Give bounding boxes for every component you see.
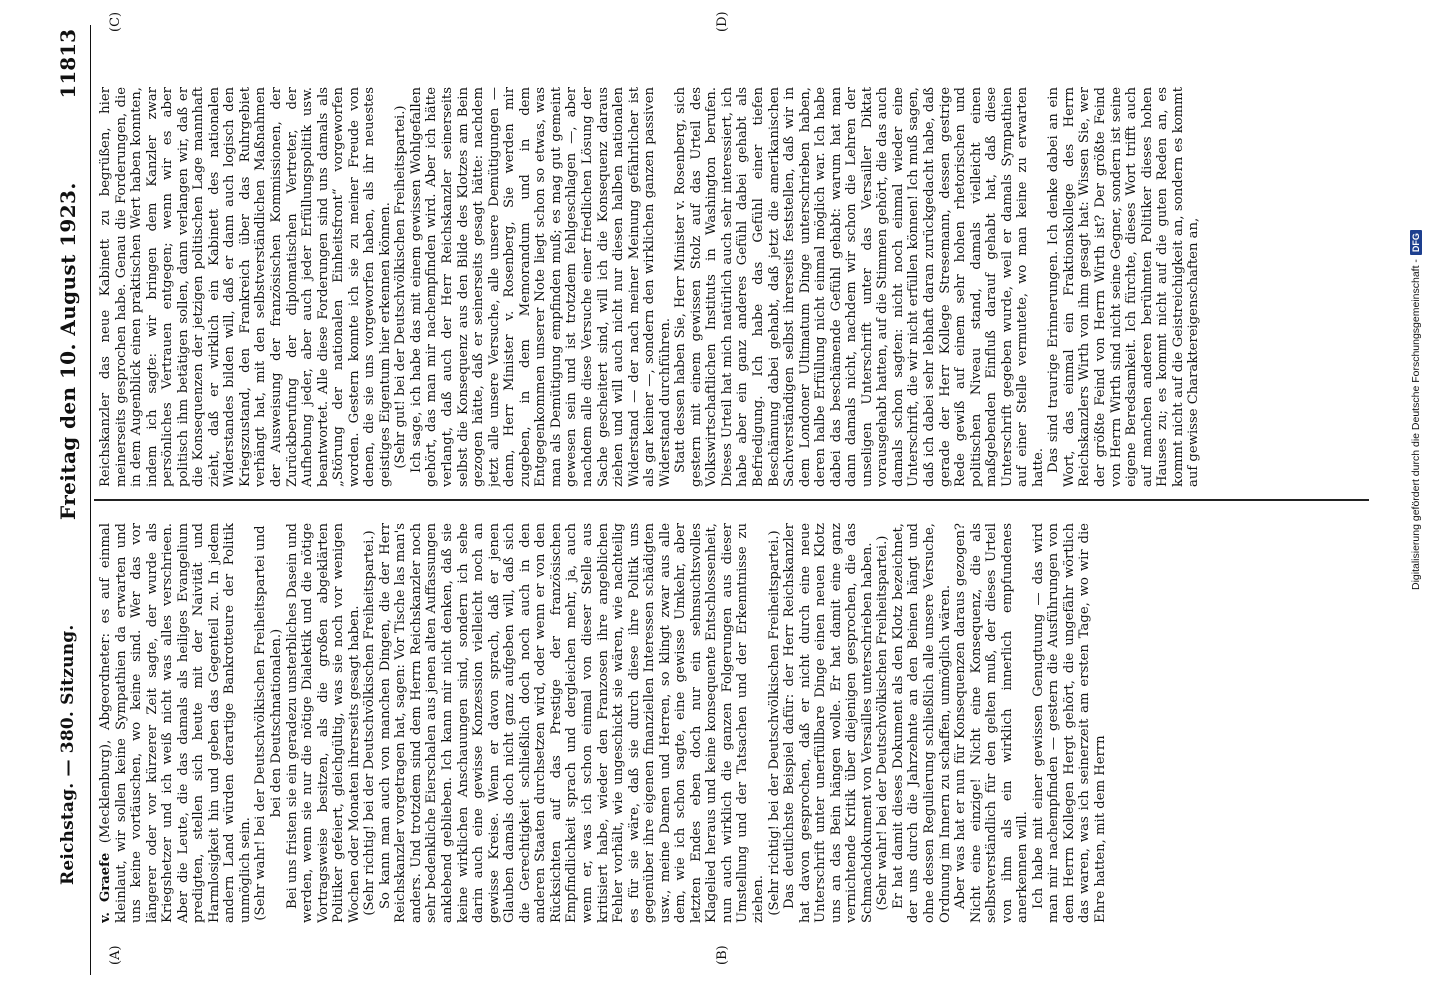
dfg-logo: DFG: [1410, 230, 1422, 255]
digitization-credit: [1410, 230, 1422, 590]
speaker-name: v. Graefe: [98, 852, 113, 923]
paragraph: Ich habe mit einer gewissen Genugtuung — das wird man mir nachempfinden — gestern die Ausführungen von dem Herrn Kollegen Hergt gehört, die ungefähr wörtlich das waren, was ich seinerzeit am ersten Tage, wo wir die Ehre hatten, mit dem Herrn: [1030, 523, 1108, 923]
column-divider: [94, 500, 1369, 502]
paragraph: Das sind traurige Erinnerungen. Ich denke dabei an ein Wort, das einmal ein Fraktionskollege des Herrn Reichskanzlers Wirth von ihm gesagt hat: Wissen Sie, wer der größte Feind von Herrn Wirth ist? Der größte Feind von Herrn Wirth sind nicht seine Gegner, sondern ist seine eigene Beredsamkeit. Ich fürchte, dieses Wort trifft auch auf manchen anderen berühmten Politiker dieses hohen Hauses zu; es kommt nicht auf die guten Reden an, es kommt nicht auf die Geistreichigkeit an, sondern es kommt auf gewisse Charaktereigenschaften an,: [1046, 87, 1202, 487]
reaction: (Sehr wahr! bei der Deutschvölkischen Freiheitspartei und bei den Deutschnationalen.): [253, 525, 285, 921]
margin-marker-a: (A): [108, 945, 123, 965]
paragraph: Bei uns fristen sie ein geradezu unsterbliches Dasein und werden, wenn sie nur die nötige Dialektik und die nötige Vortragsweise besitzen, als die großen abgeklärten Politiker gefeiert, gleichgültig, was sie noch vor wenigen Wochen oder Monaten ihrerseits gesagt haben.: [284, 523, 362, 923]
reaction: (Sehr wahr! bei der Deutschvölkischen Freiheitspartei.): [875, 535, 891, 911]
paragraph: Statt dessen haben Sie, Herr Minister v. Rosenberg, sich gestern mit einem gewissen Stolz auf das Urteil des Volkswirtschaftlichen Instituts in Washington berufen. Dieses Urteil hat mich natürlich auch sehr interessiert, ich habe aber ein ganz anderes Gefühl dabei gehabt als Befriedigung. Ich habe das Gefühl einer tiefen Beschämung dabei gehabt, daß jetzt die amerikanischen Sachverständigen selbst ihrerseits feststellen, daß wir in dem Londoner Ultimatum Dinge unterschrieben haben, deren halbe Erfüllung nicht einmal möglich war. Ich habe dabei das beschämende Gefühl gehabt: warum hat man dann damals nicht, nachdem wir schon die Lehren der unseligen Unterschrift unter das Versailler Diktat vorausgehabt hatten, auf die Stimmen gehört, die das auch damals schon sagten: nicht noch einmal wieder eine Unterschrift, die wir nicht erfüllen können! Ich muß sagen, daß ich dabei sehr lebhaft daran zurückgedacht habe, daß gerade der Herr Kollege Stresemann, dessen gestrige Rede gewiß auf einem sehr hohen rhetorischen und politischen Niveau stand, damals vielleicht einen maßgebenden Einfluß darauf gehabt hat, daß diese Unterschrift gegeben wurde, weil er damals Sympathien auf einer Stelle vermutete, wo man keine zu erwarten hatte.: [673, 87, 1046, 487]
paragraph: Das deutlichste Beispiel dafür: der Herr Reichskanzler hat davon gesprochen, daß er nicht durch eine neue Unterschrift unter unerfüllbare Dinge einen neuen Klotz uns an das Bein hängen wolle. Er hat damit eine ganz vernichtende Kritik über diejenigen gesprochen, die das Schmachdokument von Versailles unterschrieben haben.: [782, 523, 875, 923]
paragraph: So kann man auch von manchen Dingen, die der Herr Reichskanzler vorgetragen hat, sagen: Vor Tische las man's anders. Und trotzdem sind dem Herrn Reichskanzler noch sehr bedenkliche Eierschalen aus jenen alten Auffassungen anklebend geblieben. Ich kann mir nicht denken, daß sie keine wirklichen Anschauungen sind, sondern ich sehe darin auch eine gewisse Konzession vielleicht noch an gewisse Kreise. Wenn er davon sprach, daß er jenen Glauben damals doch nicht ganz aufgeben will, daß sich die Gerechtigkeit schließlich doch noch auch in den anderen Staaten durchsetzen wird, oder wenn er von den Rücksichten auf das Prestige der französischen Empfindlichkeit sprach und dergleichen mehr, ja, auch wenn er, was ich schon einmal von dieser Stelle aus kritisiert habe, wieder den Franzosen ihre angeblichen Fehler vorhält, wie ungeschickt sie wären, wie nachteilig es für sie wäre, daß sie durch diese ihre Politik uns gegenüber ihre eigenen finanziellen Interessen schädigten usw., meine Damen und Herren, so klingt zwar aus alle dem, wie ich schon sagte, eine gewisse Umkehr, aber letzten Endes eben doch nur ein sehnsuchtsvolles Klagelied heraus und keine konsequente Entschlossenheit, nun auch wirklich die ganzen Folgerungen aus dieser Umstellung und der Tatsachen und der Erkenntnisse zu ziehen.: [377, 523, 766, 923]
paragraph: Reichskanzler das neue Kabinett zu begrüßen, hier meinerseits gesprochen habe. Genau die Forderungen, die in dem Augenblick einen praktischen Wert haben konnten, indem ich sagte: wir bringen dem Kanzler zwar persönliches Vertrauen entgegen; wenn wir es aber politisch ihm betätigen sollen, dann verlangen wir, daß er die Konsequenzen der jetzigen politischen Lage mannhaft zieht, daß er wirklich ein Kabinett des nationalen Widerstandes bilden will, daß er dann auch logisch den Kriegszustand, den Frankreich über das Ruhrgebiet verhängt hat, mit den selbstverständlichen Maßnahmen der Ausweisung der französischen Kommissionen, der Zurückberufung der diplomatischen Vertreter, der Aufhebung jeder, aber auch jeder Erfüllungspolitik usw. beantwortet. Alle diese Forderungen sind uns damals als „Störung der nationalen Einheitsfront“ vorgeworfen worden. Gestern konnte ich sie zu meiner Freude von denen, die sie uns vorgeworfen haben, als ihr neuestes geistiges Eigentum hier erkennen können.: [98, 87, 393, 487]
page-number: 11813: [56, 29, 80, 99]
margin-marker-d: (D): [715, 11, 730, 32]
page-header: [50, 25, 91, 975]
paragraph: Aber was hat er nun für Konsequenzen daraus gezogen? Nicht eine einzige! Nicht eine Konsequenz, die als selbstverständlich für den gelten muß, der dieses Urteil von ihm als ein wirklich innerlich empfundenes anerkennen will.: [953, 523, 1031, 923]
paragraph: Ich sage, ich habe das mit einem gewissen Wohlgefallen gehört, das man mir nachempfinden wird. Aber ich hätte verlangt, daß auch der Herr Reichskanzler seinerseits selbst die Konsequenz aus den Bilde des Klotzes am Bein gezogen hätte, daß er seinerseits gesagt hätte: nachdem jetzt alle unsere Versuche, alle unsere Demütigungen — denn, Herr Minister v. Rosenberg, Sie werden mir zugeben, in dem Memorandum und in dem Entgegenkommen unserer Note liegt schon so etwas, was man als Demütigung empfinden muß; es mag gut gemeint gewesen sein und ist trotzdem fehlgeschlagen —, aber nachdem alle diese Versuche einer friedlichen Lösung der Sache gescheitert sind, will ich die Konsequenz daraus ziehen und will auch nicht nur diesen halben nationalen Widerstand — der nach meiner Meinung gefährlicher ist als gar keiner —, sondern den wirklichen ganzen passiven Widerstand durchführen.: [408, 87, 673, 487]
margin-marker-c: (C): [108, 11, 123, 32]
right-column: [98, 87, 1363, 487]
paragraph: Er hat damit dieses Dokument als den Klotz bezeichnet, der uns durch die Jahrzehnte an den Beinen hängt und ohne dessen Regulierung schließlich alle unsere Versuche, Ordnung im Innern zu schaffen, unmöglich wären.: [890, 523, 953, 923]
header-session: Reichstag. — 380. Sitzung.: [58, 624, 78, 885]
paragraph-text: es auf einmal kleinlaut, wir sollen keine Sympathien da erwarten und uns keine vortäuschen, wo keine sind. Wer das vor längerer oder vor kürzerer Zeit sagte, der wurde als Kriegshetzer und ich weiß nicht was alles verschrieen. Aber die Leute, die das damals als heiliges Evangelium predigten, stellen sich heute mit der Naivität und Harmlosigkeit hin und geben das Gegenteil zu. In jedem andern Land würden derartige Bankrotteure der Politik unmöglich sein.: [98, 523, 253, 923]
credit-text: Digitalisierung gefördert durch die Deutsche Forschungsgemeinschaft -: [1410, 259, 1422, 590]
header-date: Freitag den 10. August 1923.: [56, 182, 80, 520]
document-page: [50, 11, 1375, 975]
paragraph: [98, 523, 253, 923]
margin-marker-b: (B): [715, 945, 730, 965]
reaction: (Sehr richtig! bei der Deutschvölkischen Freiheitspartei.): [766, 530, 782, 916]
reaction: (Sehr gut! bei der Deutschvölkischen Freiheitspartei.): [393, 105, 409, 469]
reaction: (Sehr richtig! bei der Deutschvölkischen Freiheitspartei.): [362, 530, 378, 916]
left-column: [98, 523, 1363, 923]
speaker-info: (Mecklenburg), Abgeordneter:: [98, 633, 113, 844]
